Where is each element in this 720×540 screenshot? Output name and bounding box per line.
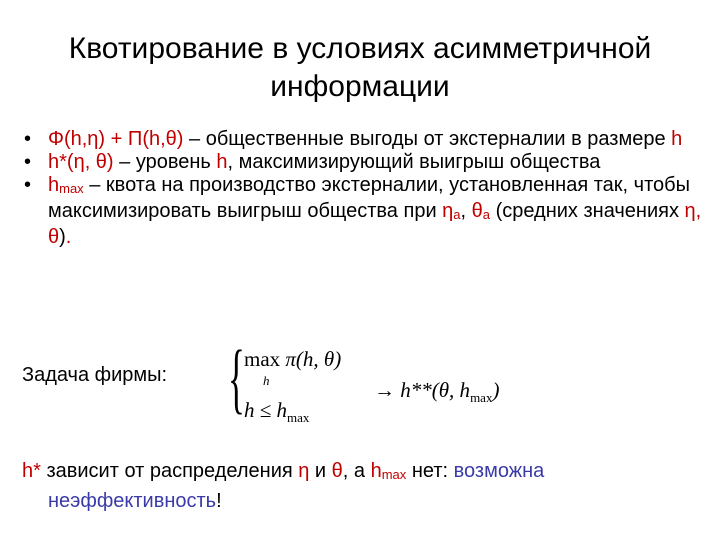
- bullet-item-3: [22, 174, 702, 249]
- conclusion-exclaim: !: [216, 490, 222, 512]
- conclusion-text: [22, 458, 702, 515]
- bullet-item-1: [22, 128, 702, 151]
- constraint-relation: ≤: [254, 398, 277, 422]
- bullet-marker: •: [24, 151, 32, 173]
- max-subscript: h: [263, 373, 270, 388]
- bullet-2-formula: h*(η, θ): [48, 151, 114, 173]
- task-label: Задача фирмы:: [22, 364, 168, 386]
- bullet-3-text-a: – квота на производство экстерналии, установленная так, чтобы максимизировать выигрыш общества при: [48, 174, 690, 222]
- conclusion-line-2: [22, 488, 702, 515]
- conclusion-eta: η: [298, 460, 310, 482]
- constraint-hmax: h: [276, 398, 288, 422]
- conclusion-line-1: [22, 458, 702, 488]
- title-line-2: информации: [270, 70, 450, 103]
- conclusion-text-c: , а: [342, 460, 371, 482]
- bullet-3-eta-theta: η, θ: [48, 200, 702, 248]
- conclusion-inefficiency: неэффективность: [48, 490, 217, 512]
- result-line: [374, 378, 499, 406]
- bullet-list: [22, 128, 702, 249]
- objective-line: [244, 347, 341, 372]
- arrow: →: [374, 378, 401, 402]
- bullet-3-h-sub: max: [59, 181, 84, 196]
- bullet-marker: •: [24, 128, 32, 150]
- conclusion-possible: возможна: [453, 460, 545, 482]
- constraint-hmax-sub: max: [287, 410, 310, 426]
- title-line-1: Квотирование в условиях асимметричной: [68, 32, 652, 65]
- max-operator: max: [244, 347, 281, 371]
- bullet-1-formula: Φ(h,η) + Π(h,θ): [48, 128, 184, 150]
- result-close: ): [492, 378, 500, 402]
- result-expression: h**(θ, h: [400, 378, 471, 402]
- objective-function: π(h, θ): [285, 347, 342, 371]
- bullet-3-eta-sub: a: [453, 207, 461, 222]
- bullet-marker: •: [24, 174, 32, 196]
- bullet-3-theta: θ: [471, 200, 483, 222]
- conclusion-hstar: h*: [22, 460, 41, 482]
- bullet-3-theta-sub: a: [482, 207, 491, 222]
- bullet-2-text-a: – уровень: [113, 151, 217, 173]
- slide-title: [0, 30, 720, 106]
- bullet-3-h: h: [48, 174, 60, 196]
- conclusion-h: h: [370, 460, 382, 482]
- conclusion-text-d: нет:: [406, 460, 454, 482]
- bullet-1-text: – общественные выгоды от экстерналии в размере: [183, 128, 672, 150]
- constraint-line: [244, 398, 309, 426]
- left-brace: {: [228, 334, 245, 421]
- bullet-3-eta: η: [442, 200, 454, 222]
- bullet-3-text-c: (средних значениях: [490, 200, 685, 222]
- conclusion-theta: θ: [331, 460, 343, 482]
- conclusion-text-a: зависит от распределения: [40, 460, 299, 482]
- bullet-3-text-d: ): [59, 226, 66, 248]
- bullet-1-h: h: [671, 128, 683, 150]
- conclusion-text-b: и: [309, 460, 332, 482]
- bullet-3-text-b: ,: [460, 200, 472, 222]
- constraint-h: h: [244, 398, 255, 422]
- bullet-2-text-b: , максимизирующий выигрыш общества: [227, 151, 601, 173]
- bullet-3-period: .: [65, 226, 72, 248]
- bullet-item-2: [22, 151, 702, 174]
- bullet-2-h: h: [216, 151, 228, 173]
- conclusion-h-sub: max: [381, 467, 407, 482]
- firm-problem-formula: [228, 334, 548, 427]
- result-sub: max: [470, 390, 493, 406]
